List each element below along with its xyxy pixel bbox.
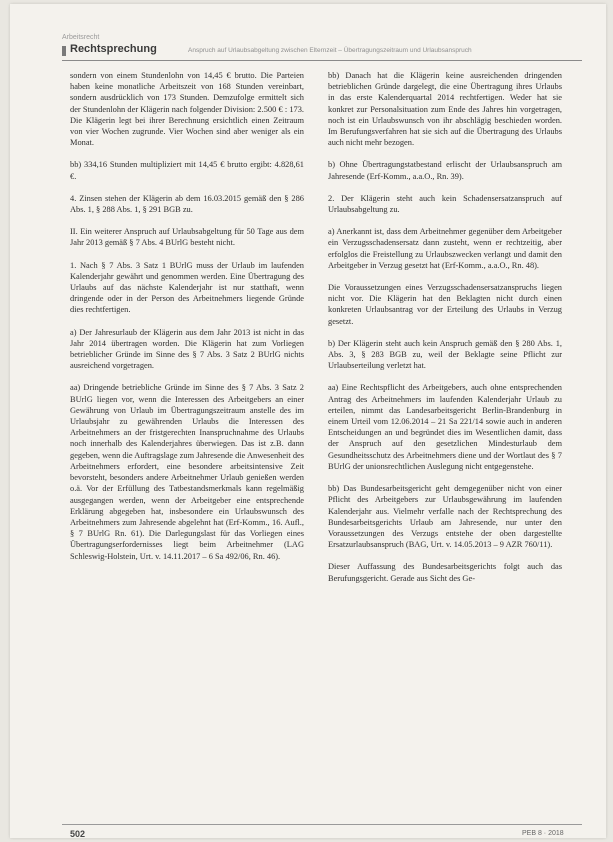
paragraph: bb) Das Bundesarbeitsgericht geht demgegenüber nicht von einer Pflicht des Arbeitgebers zur Urlaubsgewährung im laufenden Kalenderjahr aus. Vielmehr verfalle nach der Rechtsprechung des Bundesarbeitsgerichts Urlaub am Jahresende, nur unter den Voraussetzungen des Verzugs entstehe der oben dargestellte Ersatzurlaubsanspruch (BAG, Urt. v. 14.05.2013 – 9 AZR 760/11). [328, 484, 562, 550]
paragraph: bb) 334,16 Stunden multipliziert mit 14,45 € brutto ergibt: 4.828,61 €. [70, 160, 304, 181]
footer-divider [62, 824, 582, 825]
paragraph: b) Ohne Übertragungstatbestand erlischt der Urlaubsanspruch am Jahresende (Erf-Komm., a.a.O., Rn. 39). [328, 160, 562, 181]
header-marker [62, 46, 66, 56]
paragraph: b) Der Klägerin steht auch kein Anspruch gemäß den § 280 Abs. 1, Abs. 3, § 283 BGB zu, weil der Beklagte seine Pflicht zur Urlaubserteilung verletzt hat. [328, 338, 562, 371]
paragraph: aa) Eine Rechtspflicht des Arbeitgebers, auch ohne entsprechenden Antrag des Arbeitnehmers im laufenden Kalenderjahr Urlaub zu erteilen, nimmt das Landesarbeitsgericht Berlin-Brandenburg in einem Urteil vom 12.06.2014 – 21 Sa 221/14 sowie auch in anderen Entscheidungen an und begründet dies im Wesentlichen damit, dass der Anspruch auf den gesetzlichen Mindesturlaub dem Gesundheitsschutz des Arbeitnehmers diene und der Wortlaut des § 7 BUrlG der unionsrechtlichen Auslegung nicht entgegenstehe. [328, 383, 562, 471]
document-page [10, 4, 606, 838]
header-subtitle: Anspruch auf Urlaubsabgeltung zwischen Elternzeit – Übertragungszeitraum und Urlaubsanspruch [188, 47, 472, 54]
header-title: Rechtsprechung [70, 43, 157, 55]
journal-issue: PEB 8 · 2018 [522, 830, 564, 837]
paragraph: 2. Der Klägerin steht auch kein Schadensersatzanspruch auf Urlaubsabgeltung zu. [328, 193, 562, 215]
page-number: 502 [70, 829, 86, 839]
paragraph: 4. Zinsen stehen der Klägerin ab dem 16.03.2015 gemäß den § 286 Abs. 1, § 288 Abs. 1, § 291 BGB zu. [70, 193, 304, 215]
paragraph: Die Voraussetzungen eines Verzugsschadensersatzanspruchs liegen nicht vor. Die Klägerin hat den Beklagten nicht durch einen konkreten Urlaubsantrag vor der Erteilung des Urlaubs in Verzug gesetzt. [328, 283, 562, 326]
right-column [328, 70, 562, 595]
paragraph: II. Ein weiterer Anspruch auf Urlaubsabgeltung für 50 Tage aus dem Jahr 2013 gemäß § 7 Abs. 4 BUrlG besteht nicht. [70, 227, 304, 248]
paragraph: 1. Nach § 7 Abs. 3 Satz 1 BUrlG muss der Urlaub im laufenden Kalenderjahr gewährt und genommen werden. Eine Übertragung des Urlaubs auf das nächste Kalenderjahr ist nur statthaft, wenn dringende oder in der Person des Arbeitnehmers liegende Gründe dies rechtfertigen. [70, 260, 304, 315]
paragraph: aa) Dringende betriebliche Gründe im Sinne des § 7 Abs. 3 Satz 2 BUrlG liegen vor, wenn die Interessen des Arbeitgebers an einer Gewährung von Urlaub im Übertragungszeitraum anstelle des im Urlaubsjahr zu gewährenden Urlaubs die Interessen des Arbeitnehmers an der fristgerechten Inanspruchnahme des Urlaubs noch innerhalb des Kalenderjahres überwiegen. Das ist z.B. dann gegeben, wenn die Auftragslage zum Jahresende die Anwesenheit des Arbeitnehmers erfordert, eine besondere arbeitsintensive Zeit bevorsteht, besonders andere Arbeitnehmer Urlaub genießen werden o.ä. Vor der Erfüllung des Tatbestandsmerkmals kann regelmäßig ausgegangen werden, wenn der Arbeitgeber eine entsprechende Erklärung abgegeben hat, insbesondere ein Urlaubswunsch des Arbeitnehmers zum Jahresende abgelehnt hat (Erf-Komm., 16. Aufl., § 7 BUrlG Rn. 61). Die Darlegungslast für das Vorliegen eines Übertragungserfordernisses liegt beim Arbeitnehmer (LAG Schleswig-Holstein, Urt. v. 14.11.2017 – 6 Sa 492/06, Rn. 46). [70, 383, 304, 561]
paragraph: sondern von einem Stundenlohn von 14,45 € brutto. Die Parteien haben keine monatliche Arbeitszeit von 168 Stunden vereinbart, sondern ausdrücklich von 173 Stunden. Demzufolge ermittelt sich der Stundenlohn der Klägerin nach folgender Division: 2.500 € : 173. Die Klägerin legt bei ihrer Berechnung ersichtlich einen Zeitraum von vier Wochen zugrunde. Vier Wochen sind aber weniger als ein Monat. [70, 71, 304, 148]
paragraph: a) Der Jahresurlaub der Klägerin aus dem Jahr 2013 ist nicht in das Jahr 2014 übertragen worden. Die Klägerin hat zum Vorliegen betrieblicher Gründe im Sinne des § 7 Abs. 3 Satz 2 BUrlG nichts ausreichend vorgetragen. [70, 327, 304, 371]
paragraph: Dieser Auffassung des Bundesarbeitsgerichts folgt auch das Berufungsgericht. Gerade aus Sicht des Ge- [328, 562, 562, 583]
page-header [62, 42, 582, 61]
section-label: Arbeitsrecht [62, 34, 100, 41]
paragraph: a) Anerkannt ist, dass dem Arbeitnehmer gegenüber dem Arbeitgeber ein Verzugsschadensersatz dann zusteht, wenn er rechtzeitig, aber erfolglos die Freistellung zu Urlaubszwecken verlangt und damit den Arbeitgeber in Verzug gesetzt hat (Erf-Komm., a.a.O., Rn. 48). [328, 227, 562, 270]
paragraph: bb) Danach hat die Klägerin keine ausreichenden dringenden betrieblichen Gründe dargelegt, die eine Übertragung ihres Urlaubs in das erste Kalenderquartal 2014 rechtfertigen. Weder hat sie konkret zur Personalsituation zum Ende des Jahres hin vorgetragen, noch ist ein Urlaubswunsch von ihr abschlägig beschieden worden. Im Berufungsverfahren hat sie sich auf die Übertragung des Urlaubs auch nicht mehr bezogen. [328, 71, 562, 148]
left-column [70, 70, 304, 573]
